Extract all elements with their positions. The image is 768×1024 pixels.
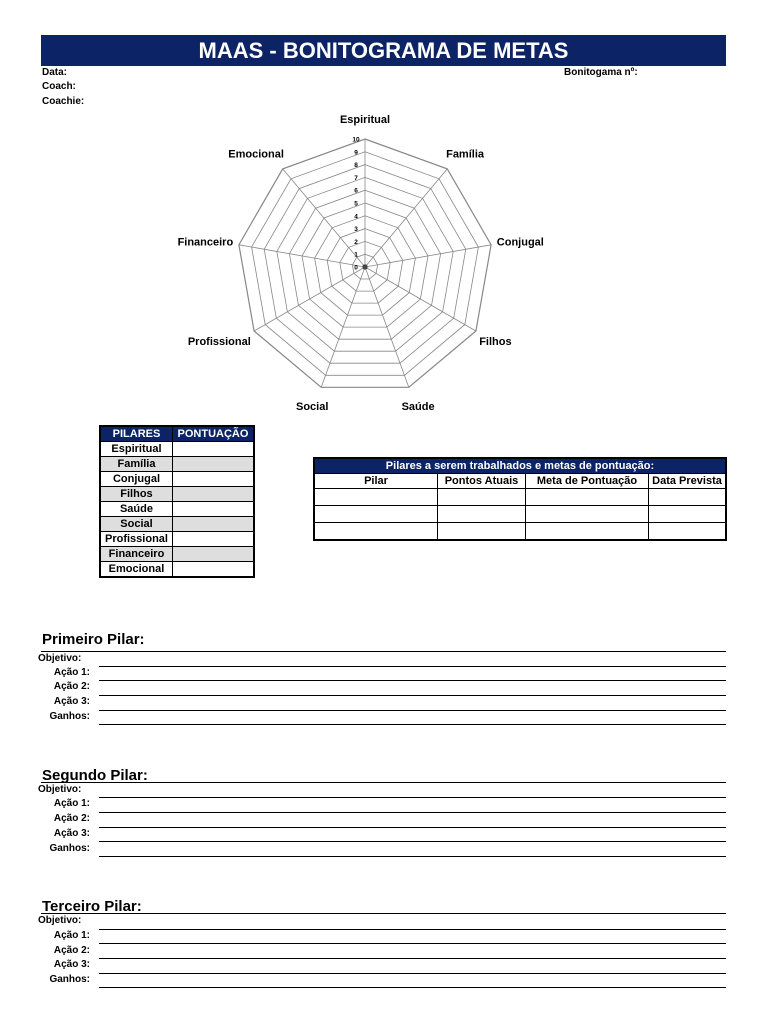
goal-cell[interactable] — [314, 506, 438, 523]
pilar-name: Filhos — [100, 487, 172, 502]
score-cell[interactable] — [172, 442, 254, 457]
coach-label: Coach: — [42, 81, 76, 92]
radar-category-label: Financeiro — [177, 236, 234, 249]
ganhos-label: Ganhos: — [49, 843, 90, 854]
goal-cell[interactable] — [649, 489, 727, 506]
radar-scale-tick: 0 — [354, 264, 358, 272]
radar-spoke — [283, 169, 365, 267]
acao2-field[interactable] — [99, 958, 726, 959]
goal-cell[interactable] — [526, 523, 649, 541]
radar-scale-tick: 7 — [354, 174, 358, 182]
objetivo-field[interactable] — [99, 666, 726, 667]
radar-chart — [0, 0, 768, 420]
radar-spoke — [254, 264, 365, 331]
radar-category-label: Profissional — [187, 336, 251, 348]
goal-cell[interactable] — [314, 489, 438, 506]
pilares-header: PILARES — [100, 426, 172, 442]
ganhos-field[interactable] — [99, 724, 726, 725]
acao3-label: Ação 3: — [53, 696, 90, 707]
coachie-label: Coachie: — [42, 96, 85, 107]
score-cell[interactable] — [172, 547, 254, 562]
acao1-label: Ação 1: — [53, 798, 90, 809]
section-divider — [41, 651, 726, 652]
radar-spoke — [365, 267, 476, 331]
acao3-field[interactable] — [99, 710, 726, 711]
radar-scale-tick: 10 — [352, 136, 360, 144]
objetivo-label: Objetivo: — [38, 784, 82, 795]
goals-table — [313, 457, 727, 541]
acao3-field[interactable] — [99, 841, 726, 842]
col-pontos-atuais: Pontos Atuais — [438, 474, 526, 489]
goal-cell[interactable] — [314, 523, 438, 541]
acao2-label: Ação 2: — [53, 945, 90, 956]
goals-table-title: Pilares a serem trabalhados e metas de pontuação: — [314, 458, 726, 474]
col-meta-pontuacao: Meta de Pontuação — [526, 474, 649, 489]
acao3-label: Ação 3: — [53, 828, 90, 839]
acao1-label: Ação 1: — [53, 930, 90, 941]
radar-scale-tick: 4 — [354, 213, 358, 221]
objetivo-field[interactable] — [99, 797, 726, 798]
pilares-table — [99, 425, 255, 578]
radar-category-label: Saúde — [401, 401, 435, 414]
radar-scale-tick: 2 — [354, 238, 358, 246]
table-row — [314, 489, 726, 506]
radar-scale-tick: 5 — [354, 200, 358, 208]
col-pilar: Pilar — [314, 474, 438, 489]
radar-scale-tick: 1 — [354, 251, 358, 259]
bonitogama-number-label: Bonitogama nº: — [564, 67, 638, 78]
pilar-name: Financeiro — [100, 547, 172, 562]
pilar-name: Emocional — [100, 562, 172, 578]
section-divider — [41, 782, 726, 783]
goal-cell[interactable] — [438, 523, 526, 541]
col-data-prevista: Data Prevista — [649, 474, 727, 489]
radar-category-label: Conjugal — [496, 236, 544, 249]
goal-cell[interactable] — [649, 506, 727, 523]
radar-point — [363, 265, 368, 270]
score-cell[interactable] — [172, 487, 254, 502]
acao2-label: Ação 2: — [53, 681, 90, 692]
radar-scale-tick: 8 — [354, 162, 358, 170]
radar-scale-tick: 6 — [354, 187, 358, 195]
ganhos-label: Ganhos: — [49, 974, 90, 985]
score-cell[interactable] — [172, 532, 254, 547]
score-cell[interactable] — [172, 562, 254, 578]
pontuacao-header: PONTUAÇÃO — [172, 426, 254, 442]
radar-category-label: Social — [295, 401, 329, 414]
acao1-field[interactable] — [99, 680, 726, 681]
goal-cell[interactable] — [649, 523, 727, 541]
radar-category-label: Emocional — [228, 148, 284, 161]
goal-cell[interactable] — [438, 506, 526, 523]
score-cell[interactable] — [172, 472, 254, 487]
acao3-label: Ação 3: — [53, 959, 90, 970]
section-title-segundo: Segundo Pilar: — [42, 767, 148, 784]
section-title-terceiro: Terceiro Pilar: — [42, 898, 142, 915]
score-cell[interactable] — [172, 457, 254, 472]
objetivo-field[interactable] — [99, 929, 726, 930]
ganhos-field[interactable] — [99, 987, 726, 988]
pilar-name: Saúde — [100, 502, 172, 517]
goal-cell[interactable] — [526, 489, 649, 506]
goal-cell[interactable] — [526, 506, 649, 523]
table-row — [314, 523, 726, 541]
acao2-label: Ação 2: — [53, 813, 90, 824]
acao2-field[interactable] — [99, 695, 726, 696]
table-row — [314, 506, 726, 523]
pilar-name: Social — [100, 517, 172, 532]
radar-category-label: Espiritual — [339, 114, 391, 126]
radar-scale-tick: 9 — [354, 149, 358, 157]
radar-category-label: Família — [446, 148, 485, 161]
pilar-name: Espiritual — [100, 442, 172, 457]
objetivo-label: Objetivo: — [38, 653, 82, 664]
pilar-name: Família — [100, 457, 172, 472]
pilar-name: Conjugal — [100, 472, 172, 487]
score-cell[interactable] — [172, 502, 254, 517]
acao2-field[interactable] — [99, 827, 726, 828]
acao1-field[interactable] — [99, 812, 726, 813]
ganhos-field[interactable] — [99, 856, 726, 857]
acao3-field[interactable] — [99, 973, 726, 974]
objetivo-label: Objetivo: — [38, 915, 82, 926]
date-label: Data: — [42, 67, 68, 78]
section-title-primeiro: Primeiro Pilar: — [42, 631, 145, 648]
page-title: MAAS - BONITOGRAMA DE METAS — [41, 35, 726, 66]
section-divider — [41, 913, 726, 914]
radar-spoke — [365, 169, 447, 267]
acao1-field[interactable] — [99, 943, 726, 944]
score-cell[interactable] — [172, 517, 254, 532]
radar-category-label: Filhos — [479, 336, 512, 348]
acao1-label: Ação 1: — [53, 667, 90, 678]
goal-cell[interactable] — [438, 489, 526, 506]
radar-scale-tick: 3 — [354, 226, 358, 234]
radar-spoke — [365, 245, 491, 267]
pilar-name: Profissional — [100, 532, 172, 547]
ganhos-label: Ganhos: — [49, 711, 90, 722]
radar-spoke — [239, 245, 365, 267]
